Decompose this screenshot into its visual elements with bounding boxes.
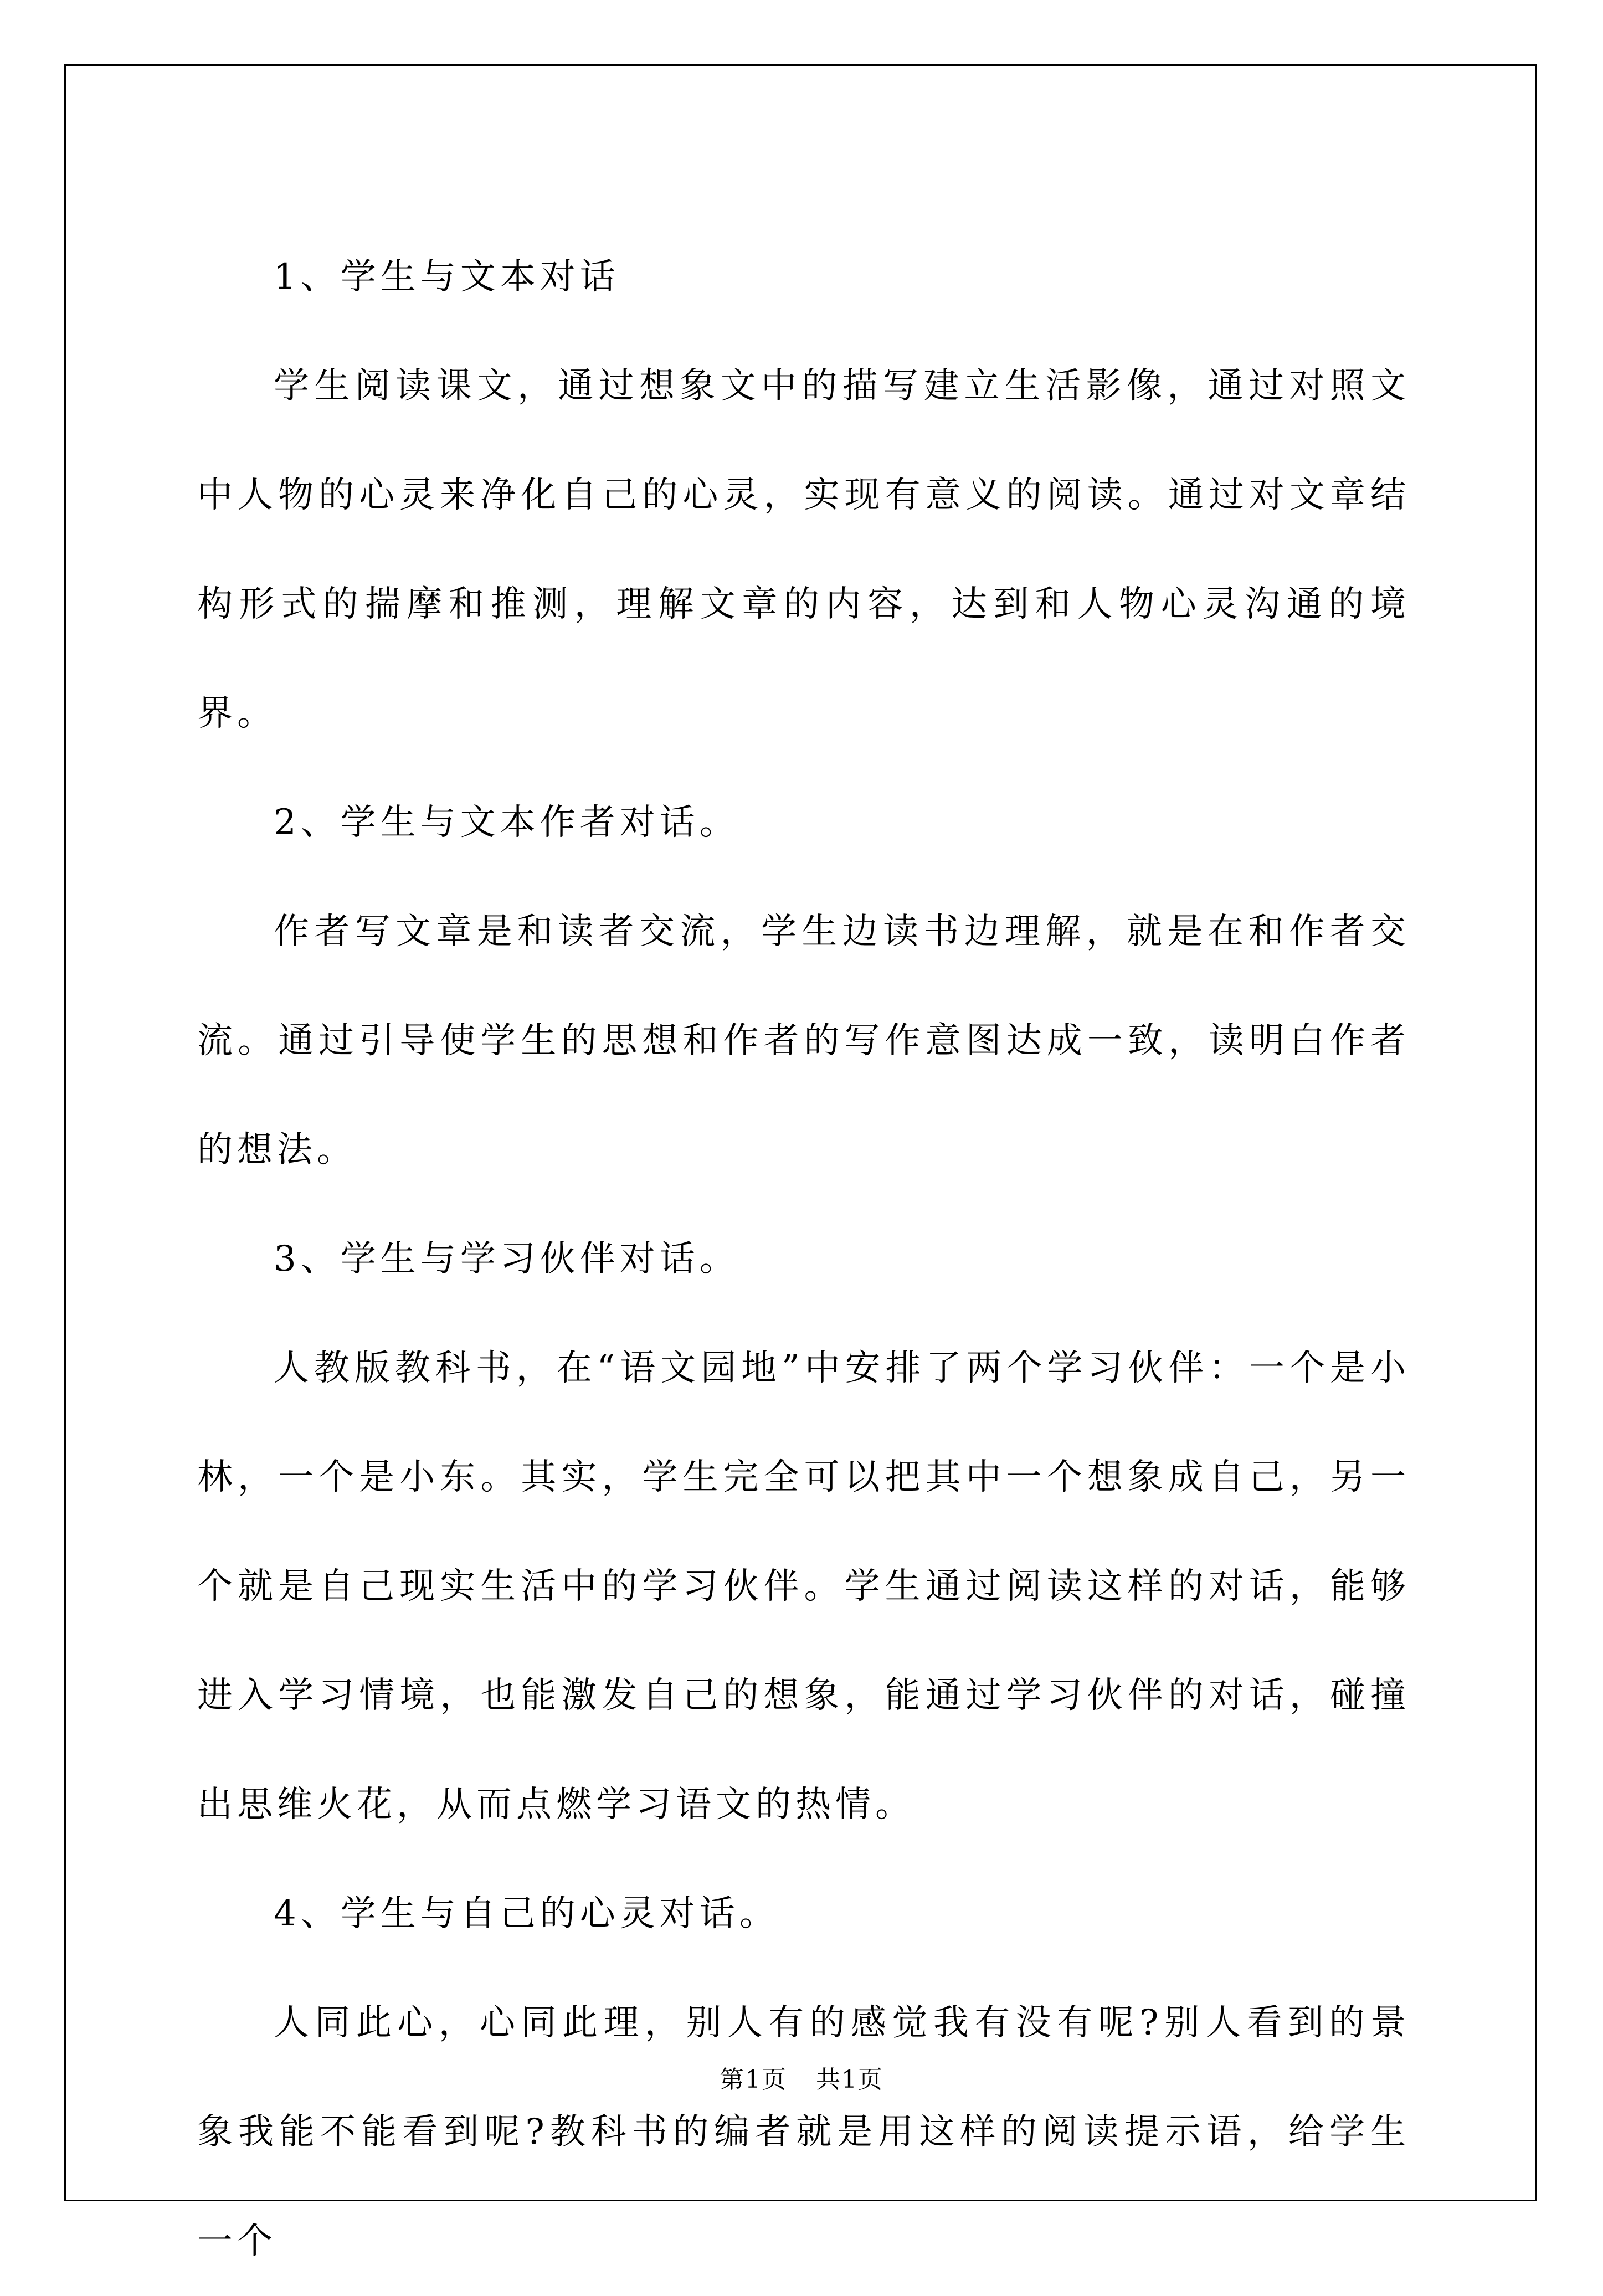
page-number: 第1页	[720, 2066, 787, 2094]
paragraph-3: 人教版教科书，在“语文园地”中安排了两个学习伙伴：一个是小林，一个是小东。其实，学生完全可以把其中一个想象成自己，另一个就是自己现实生活中的学习伙伴。学生通过阅读这样的对话，能够进入学习情境，也能激发自己的想象，能通过学习伙伴的对话，碰撞出思维火花，从而点燃学习语文的热情。	[197, 1348, 1410, 1825]
document-body	[197, 223, 1410, 2296]
paragraph-2: 作者写文章是和读者交流，学生边读书边理解，就是在和作者交流。通过引导使学生的思想和作者的写作意图达成一致，读明白作者的想法。	[197, 911, 1410, 1170]
page-footer	[0, 2059, 1603, 2095]
heading-2: 2、学生与文本作者对话。	[274, 802, 739, 843]
paragraph-1: 学生阅读课文，通过想象文中的描写建立生活影像，通过对照文中人物的心灵来净化自己的心灵，实现有意义的阅读。通过对文章结构形式的揣摩和推测，理解文章的内容，达到和人物心灵沟通的境界。	[197, 366, 1410, 734]
paragraph-4: 人同此心，心同此理，别人有的感觉我有没有呢?别人看到的景象我能不能看到呢?教科书的编者就是用这样的阅读提示语，给学生一个	[197, 2002, 1410, 2262]
page-total: 共1页	[816, 2066, 883, 2094]
heading-1: 1、学生与文本对话	[274, 256, 620, 297]
heading-4: 4、学生与自己的心灵对话。	[274, 1893, 779, 1934]
heading-3: 3、学生与学习伙伴对话。	[274, 1239, 739, 1280]
